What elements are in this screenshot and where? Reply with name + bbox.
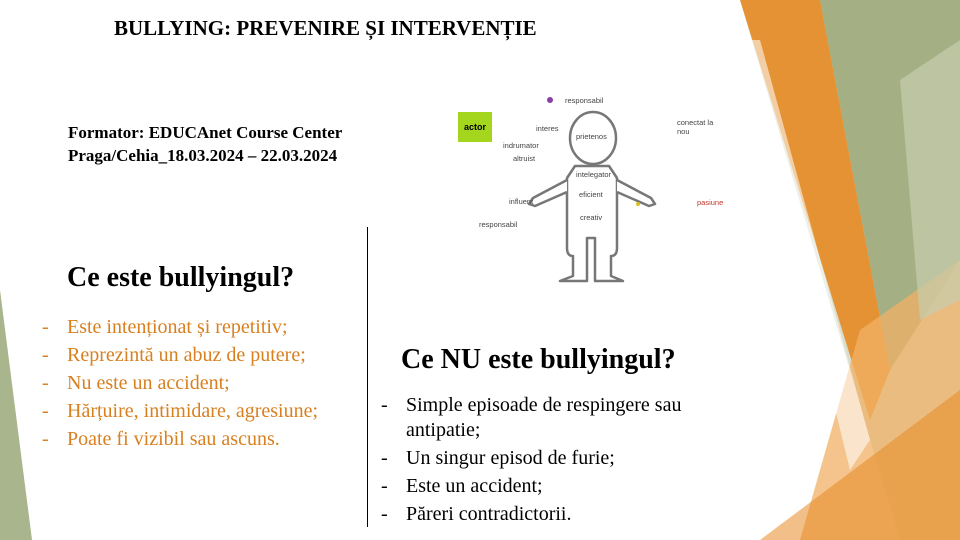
- figure-word-responsabil-top: responsabil: [565, 96, 604, 105]
- figure-word-responsabil-bottom: responsabil: [479, 220, 518, 229]
- figure-word-conectat-2: nou: [677, 127, 690, 136]
- figure-word-altruist: altruist: [513, 154, 536, 163]
- list-item: - Un singur episod de furie;: [381, 447, 615, 469]
- list-item: - Este un accident;: [381, 475, 543, 497]
- trainer-info: [68, 121, 342, 167]
- list-item: - Este intenționat și repetitiv;: [42, 316, 288, 338]
- figure-word-creativ: creativ: [580, 213, 603, 222]
- trainer-line-1: Formator: EDUCAnet Course Center: [68, 123, 343, 142]
- figure-word-intelegator: intelegator: [576, 170, 612, 179]
- list-item: - Poate fi vizibil sau ascuns.: [42, 428, 280, 450]
- list-item: - Simple episoade de respingere sau antipatie;: [381, 394, 682, 441]
- list-what-is-bullying: [42, 315, 342, 455]
- actor-label-box: actor: [458, 112, 492, 142]
- list-item: - Reprezintă un abuz de putere;: [42, 344, 306, 366]
- list-item: - Păreri contradictorii.: [381, 503, 572, 525]
- heading-what-is-bullying: Ce este bullyingul?: [67, 262, 295, 293]
- actor-figure-image: [455, 88, 745, 284]
- heading-what-is-not-bullying: Ce NU este bullyingul?: [401, 344, 676, 375]
- list-item: - Hărțuire, intimidare, agresiune;: [42, 400, 319, 422]
- column-divider: [367, 227, 368, 527]
- figure-word-pasiune: pasiune: [697, 198, 724, 207]
- figure-word-indrumator: indrumator: [503, 141, 539, 150]
- figure-word-prietenos: prietenos: [576, 132, 607, 141]
- figure-word-influent: influent: [509, 197, 534, 206]
- figure-word-interes: interes: [536, 124, 559, 133]
- figure-word-eficient: eficient: [579, 190, 603, 199]
- slide-title: BULLYING: PREVENIRE ȘI INTERVENȚIE: [114, 16, 537, 40]
- list-what-is-not-bullying: [381, 393, 751, 530]
- trainer-line-2: Praga/Cehia_18.03.2024 – 22.03.2024: [68, 146, 338, 165]
- list-item: - Nu este un accident;: [42, 372, 230, 394]
- figure-word-conectat: conectat la: [677, 118, 714, 127]
